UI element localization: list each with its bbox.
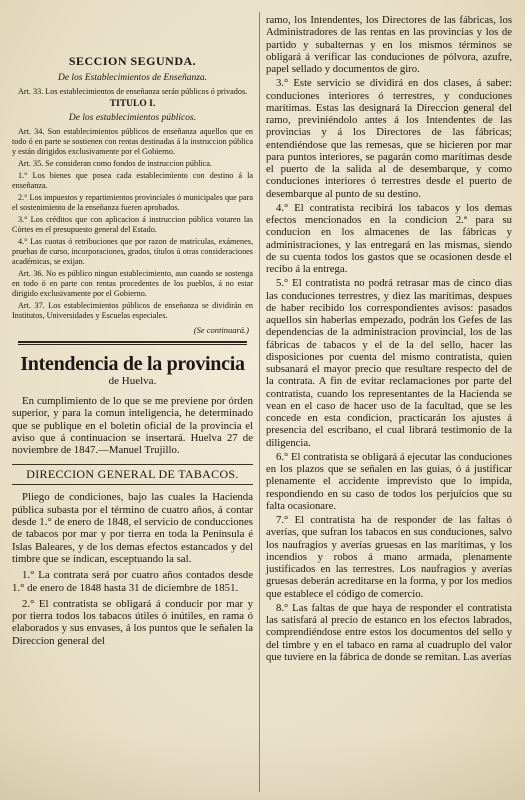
- condition-2-continued: ramo, los Intendentes, los Directores de las fábricas, los Administradores de las rentas en las provincias y los de partido y subalternas y en los mismos términos se obligará á verificar las conduciones de pólvora, azufre, papel sellado y documentos de giro.: [266, 14, 512, 75]
- condition-2: 2.° El contratista se obligará á conducir por mar y por tierra todos los tabacos útiles ó inútiles, en rama ó elaborados y sus envases, á los puntos que le señalen la Direccion general del: [12, 597, 253, 647]
- condition-5: 5.° El contratista no podrá retrasar mas de cinco dias las conduciones terrestres, y diez las marítimas, despues de haber recibido los correspondientes avisos: pasados aquellos sin haberlas empezado, podrán los Gefes de las dependencias de la administracion provincial, los de las fábricas de tabacos y el de la del sello, hacer las disposiciones por cuenta del mismo contratista, quien subsanará el mayor precio que resultare respecto del de la contrata. A fin de evitar reclamaciones por parte del contratista, cuando los representantes de la Hacienda se vean en el caso de hacer uso de la facultad, que se les concede en esta condicion, practicarán los ajustes á presencia del escribano, el cual librará testimonio de la diligencia.: [266, 277, 512, 449]
- right-column: [266, 14, 512, 665]
- condition-7: 7.° El contratista ha de responder de las faltas ó averías, que sufran los tabacos en sus conduciones, salvo los naufragios y averías gruesas en las marítimas, y los incendios y robos á mano armada, plenamente justificados en las terrestres. Los naufragios y averías gruesas deberán acreditarse en la forma, y por los medios que establece el código de comercio.: [266, 514, 512, 600]
- intendencia-heading: Intendencia de la provincia: [20, 353, 245, 375]
- article-34: Art. 34. Son establecimientos públicos de enseñanza aquellos que en todo ó en parte se sostienen con rentas destinadas á la instruccion pública y están dirigidos exclusivamente por el Gobierno.: [12, 127, 253, 156]
- titulo-subtitle: De los establecimientos públicos.: [68, 113, 197, 123]
- titulo-heading: TITULO I.: [109, 99, 156, 109]
- article-35: Art. 35. Se consideran como fondos de instruccion pública.: [18, 159, 212, 168]
- intendencia-place: de Huelva.: [108, 375, 157, 387]
- condition-3: 3.° Este servicio se dividirá en dos clases, á saber: conduciones interiores ó terrestres, y conduciones marítimas. Estas las designará la Direccion general del ramo, previniéndolo antes á los Intendentes de las provincias y á los Directores de las fábricas; entendiéndose que las remesas, que se hicieren por mar para puntos interiores, se pagarán como marítimas desde el puerto de la salida al de desembarque, y como conduciones interiores ó terrestres desde el puerto de desembarque al punto de su destino.: [266, 77, 512, 200]
- article-33: Art. 33. Los establecimientos de enseñanza serán públicos ó privados.: [18, 87, 248, 96]
- article-37: Art. 37. Los establecimientos públicos de enseñanza se dividirán en Institutos, Universidades y Escuelas especiales.: [12, 301, 253, 320]
- article-35-item-1: 1.° Los bienes que posea cada establecimiento con destino á la enseñanza.: [12, 171, 253, 190]
- section-subtitle: De los Establecimientos de Enseñanza.: [57, 73, 208, 83]
- condition-8: 8.° Las faltas de que haya de responder el contratista las satisfará al precio de estanco en los efectos labrados, comprendiéndose entre estos los documentos del sello y del timbre y en el tabaco en rama al cuadruplo del valor que tuviere en la fábrica de donde se remitan. Las averías: [266, 601, 512, 663]
- pliego-paragraph: Pliego de condiciones, bajo las cuales la Hacienda pública subasta por el término de cuatro años, á contar desde 1.° de enero de 1848, el servicio de conducciones de tabacos por mar y por tierra en toda la Península é Islas Baleares, y de los demas efectos estancados y del timbre que se indican, esceptuando la sal.: [12, 491, 253, 565]
- section-title: SECCION SEGUNDA.: [68, 54, 197, 68]
- direccion-heading: DIRECCION GENERAL DE TABACOS.: [12, 464, 253, 485]
- intro-paragraph: En cumplimiento de lo que se me previene por órden superior, y para la comun inteligencia, he determinado que se publique en el boletin oficial de la provincia el aviso que á continuacion se insertará. Huelva 27 de noviembre de 1847.—Manuel Trujillo.: [12, 395, 253, 457]
- left-column: [12, 14, 253, 651]
- article-35-item-4: 4.° Las cuotas ó retribuciones que por razon de matrículas, exámenes, pruebas de curso, incorporaciones, grados, títulos ú otras consideraciones académicas, se exijan.: [12, 237, 253, 266]
- article-36: Art. 36. No es público ningun establecimiento, aun cuando se sostenga en todo ó en parte con rentas procedentes de los pueblos, á no estar dirigido exclusivamente por el Gobierno.: [12, 269, 253, 298]
- column-divider: [259, 12, 260, 792]
- double-rule-divider: [18, 341, 247, 345]
- condition-4: 4.° El contratista recibirá los tabacos y los demas efectos mencionados en la condicion 2.ª para su conducion en los almacenes de las fábricas y administraciones, y las entregará en las mismas, siendo de su cuenta todos los gastos que se ocasionen desde el recibo á la entrega.: [266, 201, 512, 275]
- article-35-item-3: 3.° Los créditos que con aplicacion á instruccion pública votaren las Córtes en el presupuesto general del Estado.: [12, 215, 253, 234]
- page-edge-shade: [0, 730, 525, 800]
- article-35-item-2: 2.° Los impuestos y repartimientos provinciales ó municipales que para el sostenimiento de la enseñanza fueren aprobados.: [12, 193, 253, 212]
- condition-1: 1.° La contrata será por cuatro años contados desde 1.° de enero de 1848 hasta 31 de diciembre de 1851.: [12, 569, 253, 594]
- condition-6: 6.° El contratista se obligará á ejecutar las conduciones en los plazos que se señalen en las guias, ó á justificar plenamente el accidente imprevisto que lo impida, respondiendo en su caso de todos los perjuicios que su falta ocasionare.: [266, 450, 512, 512]
- continuation-note: (Se continuará.): [193, 325, 249, 335]
